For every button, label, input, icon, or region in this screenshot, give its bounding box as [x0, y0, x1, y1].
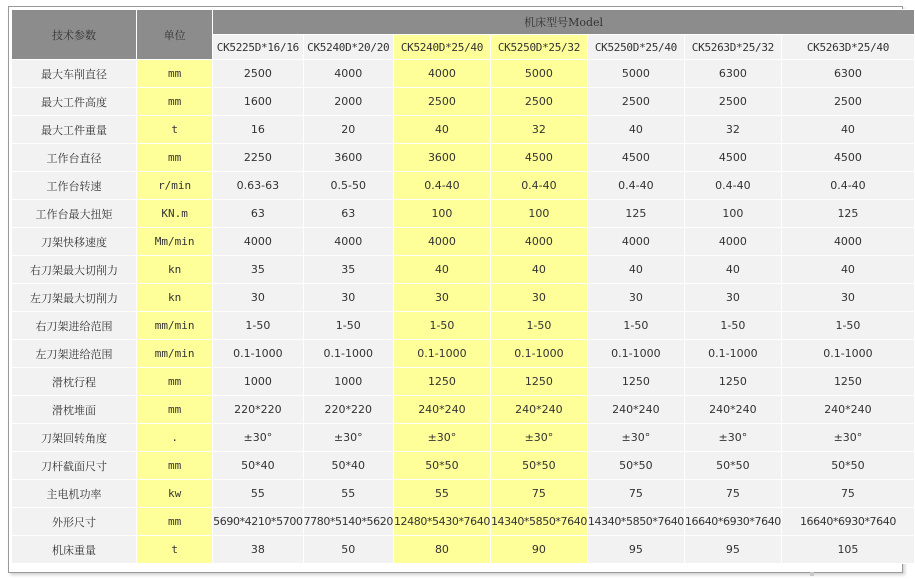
param-label: 工作台最大扭矩 [12, 200, 136, 227]
unit-cell: kn [137, 256, 212, 283]
value-cell: 55 [394, 480, 490, 507]
value-cell: 4000 [213, 228, 302, 255]
value-cell: 75 [782, 480, 914, 507]
value-cell: 1-50 [685, 312, 781, 339]
value-cell: 50*50 [782, 452, 914, 479]
value-cell: 1-50 [213, 312, 302, 339]
value-cell: 40 [588, 256, 684, 283]
value-cell: 0.4-40 [782, 172, 914, 199]
table-row [12, 340, 914, 367]
value-cell: 5000 [491, 60, 587, 87]
value-cell: 7780*5140*5620 [304, 508, 393, 535]
value-cell: ±30° [782, 424, 914, 451]
param-label: 左刀架最大切削力 [12, 284, 136, 311]
value-cell: 100 [394, 200, 490, 227]
value-cell: 2500 [394, 88, 490, 115]
table-row [12, 60, 914, 87]
param-label: 右刀架最大切削力 [12, 256, 136, 283]
unit-cell: t [137, 536, 212, 563]
param-label: 工作台转速 [12, 172, 136, 199]
value-cell: 16640*6930*7640 [685, 508, 781, 535]
param-header: 技术参数 [12, 10, 136, 59]
table-row [12, 200, 914, 227]
value-cell: 95 [588, 536, 684, 563]
table-row [12, 368, 914, 395]
model-header-2: CK5240D*25/40 [394, 35, 490, 59]
unit-cell: mm [137, 88, 212, 115]
value-cell: 40 [491, 256, 587, 283]
value-cell: 1250 [782, 368, 914, 395]
value-cell: 240*240 [782, 396, 914, 423]
value-cell: 63 [213, 200, 302, 227]
unit-cell: kw [137, 480, 212, 507]
value-cell: 3600 [304, 144, 393, 171]
value-cell: 32 [685, 116, 781, 143]
param-label: 最大工件重量 [12, 116, 136, 143]
value-cell: 4000 [588, 228, 684, 255]
param-label: 刀架快移速度 [12, 228, 136, 255]
value-cell: 4500 [588, 144, 684, 171]
value-cell: 16 [213, 116, 302, 143]
value-cell: 30 [782, 284, 914, 311]
value-cell: 75 [491, 480, 587, 507]
param-label: 刀杆截面尺寸 [12, 452, 136, 479]
value-cell: 50*50 [491, 452, 587, 479]
value-cell: 1-50 [782, 312, 914, 339]
table-row [12, 480, 914, 507]
table-row [12, 172, 914, 199]
value-cell: 95 [685, 536, 781, 563]
unit-cell: mm/min [137, 340, 212, 367]
value-cell: 63 [304, 200, 393, 227]
value-cell: 220*220 [213, 396, 302, 423]
value-cell: 0.1-1000 [491, 340, 587, 367]
value-cell: 0.63-63 [213, 172, 302, 199]
value-cell: 1-50 [394, 312, 490, 339]
param-label: 刀架回转角度 [12, 424, 136, 451]
param-label: 最大工件高度 [12, 88, 136, 115]
param-label: 滑枕堆面 [12, 396, 136, 423]
value-cell: 0.1-1000 [304, 340, 393, 367]
value-cell: ±30° [685, 424, 781, 451]
value-cell: 35 [213, 256, 302, 283]
value-cell: 1000 [304, 368, 393, 395]
value-cell: 38 [213, 536, 302, 563]
value-cell: ±30° [213, 424, 302, 451]
value-cell: 0.1-1000 [685, 340, 781, 367]
value-cell: 5000 [588, 60, 684, 87]
value-cell: 75 [685, 480, 781, 507]
unit-cell: mm [137, 508, 212, 535]
value-cell: 4500 [491, 144, 587, 171]
value-cell: 50 [304, 536, 393, 563]
value-cell: 20 [304, 116, 393, 143]
unit-cell: mm [137, 368, 212, 395]
value-cell: 4500 [685, 144, 781, 171]
value-cell: 1600 [213, 88, 302, 115]
value-cell: 0.4-40 [491, 172, 587, 199]
value-cell: 50*50 [588, 452, 684, 479]
unit-cell: r/min [137, 172, 212, 199]
value-cell: 40 [394, 256, 490, 283]
value-cell: 4000 [304, 228, 393, 255]
value-cell: ±30° [304, 424, 393, 451]
value-cell: 90 [491, 536, 587, 563]
unit-cell: mm [137, 452, 212, 479]
param-label: 外形尺寸 [12, 508, 136, 535]
unit-cell: kn [137, 284, 212, 311]
value-cell: 2250 [213, 144, 302, 171]
value-cell: 75 [588, 480, 684, 507]
value-cell: 2500 [213, 60, 302, 87]
table-row [12, 228, 914, 255]
value-cell: 0.4-40 [394, 172, 490, 199]
value-cell: 4000 [491, 228, 587, 255]
value-cell: 2000 [304, 88, 393, 115]
value-cell: 6300 [782, 60, 914, 87]
spec-table [11, 9, 915, 564]
value-cell: 240*240 [394, 396, 490, 423]
value-cell: 55 [304, 480, 393, 507]
value-cell: 0.5-50 [304, 172, 393, 199]
value-cell: 2500 [491, 88, 587, 115]
unit-cell: mm/min [137, 312, 212, 339]
value-cell: 55 [213, 480, 302, 507]
table-row [12, 536, 914, 563]
unit-cell: KN.m [137, 200, 212, 227]
value-cell: 100 [491, 200, 587, 227]
value-cell: 105 [782, 536, 914, 563]
unit-cell: mm [137, 60, 212, 87]
value-cell: 50*40 [304, 452, 393, 479]
value-cell: 32 [491, 116, 587, 143]
value-cell: 0.4-40 [685, 172, 781, 199]
value-cell: 4500 [782, 144, 914, 171]
table-row [12, 312, 914, 339]
model-header-6: CK5263D*25/40 [782, 35, 914, 59]
table-row [12, 116, 914, 143]
scroll-indicator [810, 572, 814, 576]
value-cell: 4000 [394, 60, 490, 87]
unit-cell: . [137, 424, 212, 451]
value-cell: 2500 [685, 88, 781, 115]
param-label: 左刀架进给范围 [12, 340, 136, 367]
value-cell: 240*240 [685, 396, 781, 423]
value-cell: 125 [588, 200, 684, 227]
table-row [12, 284, 914, 311]
value-cell: 30 [685, 284, 781, 311]
unit-cell: mm [137, 144, 212, 171]
value-cell: 0.1-1000 [588, 340, 684, 367]
value-cell: 40 [782, 116, 914, 143]
value-cell: 4000 [685, 228, 781, 255]
value-cell: 40 [588, 116, 684, 143]
value-cell: 4000 [304, 60, 393, 87]
table-row [12, 396, 914, 423]
unit-cell: Mm/min [137, 228, 212, 255]
value-cell: 0.1-1000 [213, 340, 302, 367]
value-cell: 30 [491, 284, 587, 311]
value-cell: 14340*5850*7640 [588, 508, 684, 535]
value-cell: 40 [685, 256, 781, 283]
model-header-5: CK5263D*25/32 [685, 35, 781, 59]
value-cell: 125 [782, 200, 914, 227]
value-cell: 30 [304, 284, 393, 311]
value-cell: 14340*5850*7640 [491, 508, 587, 535]
value-cell: 240*240 [588, 396, 684, 423]
param-label: 滑枕行程 [12, 368, 136, 395]
unit-cell: mm [137, 396, 212, 423]
value-cell: 5690*4210*5700 [213, 508, 302, 535]
value-cell: 40 [394, 116, 490, 143]
value-cell: 240*240 [491, 396, 587, 423]
value-cell: 2500 [588, 88, 684, 115]
model-header-3: CK5250D*25/32 [491, 35, 587, 59]
value-cell: 6300 [685, 60, 781, 87]
value-cell: 50*50 [685, 452, 781, 479]
table-row [12, 508, 914, 535]
value-cell: 30 [394, 284, 490, 311]
value-cell: 3600 [394, 144, 490, 171]
table-row [12, 144, 914, 171]
value-cell: 1250 [588, 368, 684, 395]
value-cell: 0.1-1000 [782, 340, 914, 367]
table-row [12, 452, 914, 479]
value-cell: 4000 [394, 228, 490, 255]
model-header-1: CK5240D*20/20 [304, 35, 393, 59]
value-cell: 1250 [491, 368, 587, 395]
value-cell: 1000 [213, 368, 302, 395]
param-label: 右刀架进给范围 [12, 312, 136, 339]
value-cell: 1250 [394, 368, 490, 395]
value-cell: ±30° [588, 424, 684, 451]
value-cell: 80 [394, 536, 490, 563]
value-cell: 50*40 [213, 452, 302, 479]
header-row-1 [12, 10, 914, 34]
unit-header: 单位 [137, 10, 212, 59]
param-label: 机床重量 [12, 536, 136, 563]
value-cell: ±30° [491, 424, 587, 451]
param-label: 主电机功率 [12, 480, 136, 507]
value-cell: 40 [782, 256, 914, 283]
value-cell: 30 [213, 284, 302, 311]
value-cell: 220*220 [304, 396, 393, 423]
table-row [12, 88, 914, 115]
value-cell: ±30° [394, 424, 490, 451]
table-row [12, 424, 914, 451]
value-cell: 100 [685, 200, 781, 227]
value-cell: 1-50 [491, 312, 587, 339]
value-cell: 30 [588, 284, 684, 311]
param-label: 工作台直径 [12, 144, 136, 171]
model-group-header: 机床型号Model [213, 10, 914, 34]
model-header-0: CK5225D*16/16 [213, 35, 302, 59]
table-row [12, 256, 914, 283]
value-cell: 1-50 [588, 312, 684, 339]
value-cell: 50*50 [394, 452, 490, 479]
value-cell: 2500 [782, 88, 914, 115]
value-cell: 0.4-40 [588, 172, 684, 199]
value-cell: 16640*6930*7640 [782, 508, 914, 535]
value-cell: 1250 [685, 368, 781, 395]
unit-cell: t [137, 116, 212, 143]
value-cell: 35 [304, 256, 393, 283]
value-cell: 0.1-1000 [394, 340, 490, 367]
model-header-4: CK5250D*25/40 [588, 35, 684, 59]
value-cell: 12480*5430*7640 [394, 508, 490, 535]
value-cell: 4000 [782, 228, 914, 255]
value-cell: 1-50 [304, 312, 393, 339]
param-label: 最大车削直径 [12, 60, 136, 87]
